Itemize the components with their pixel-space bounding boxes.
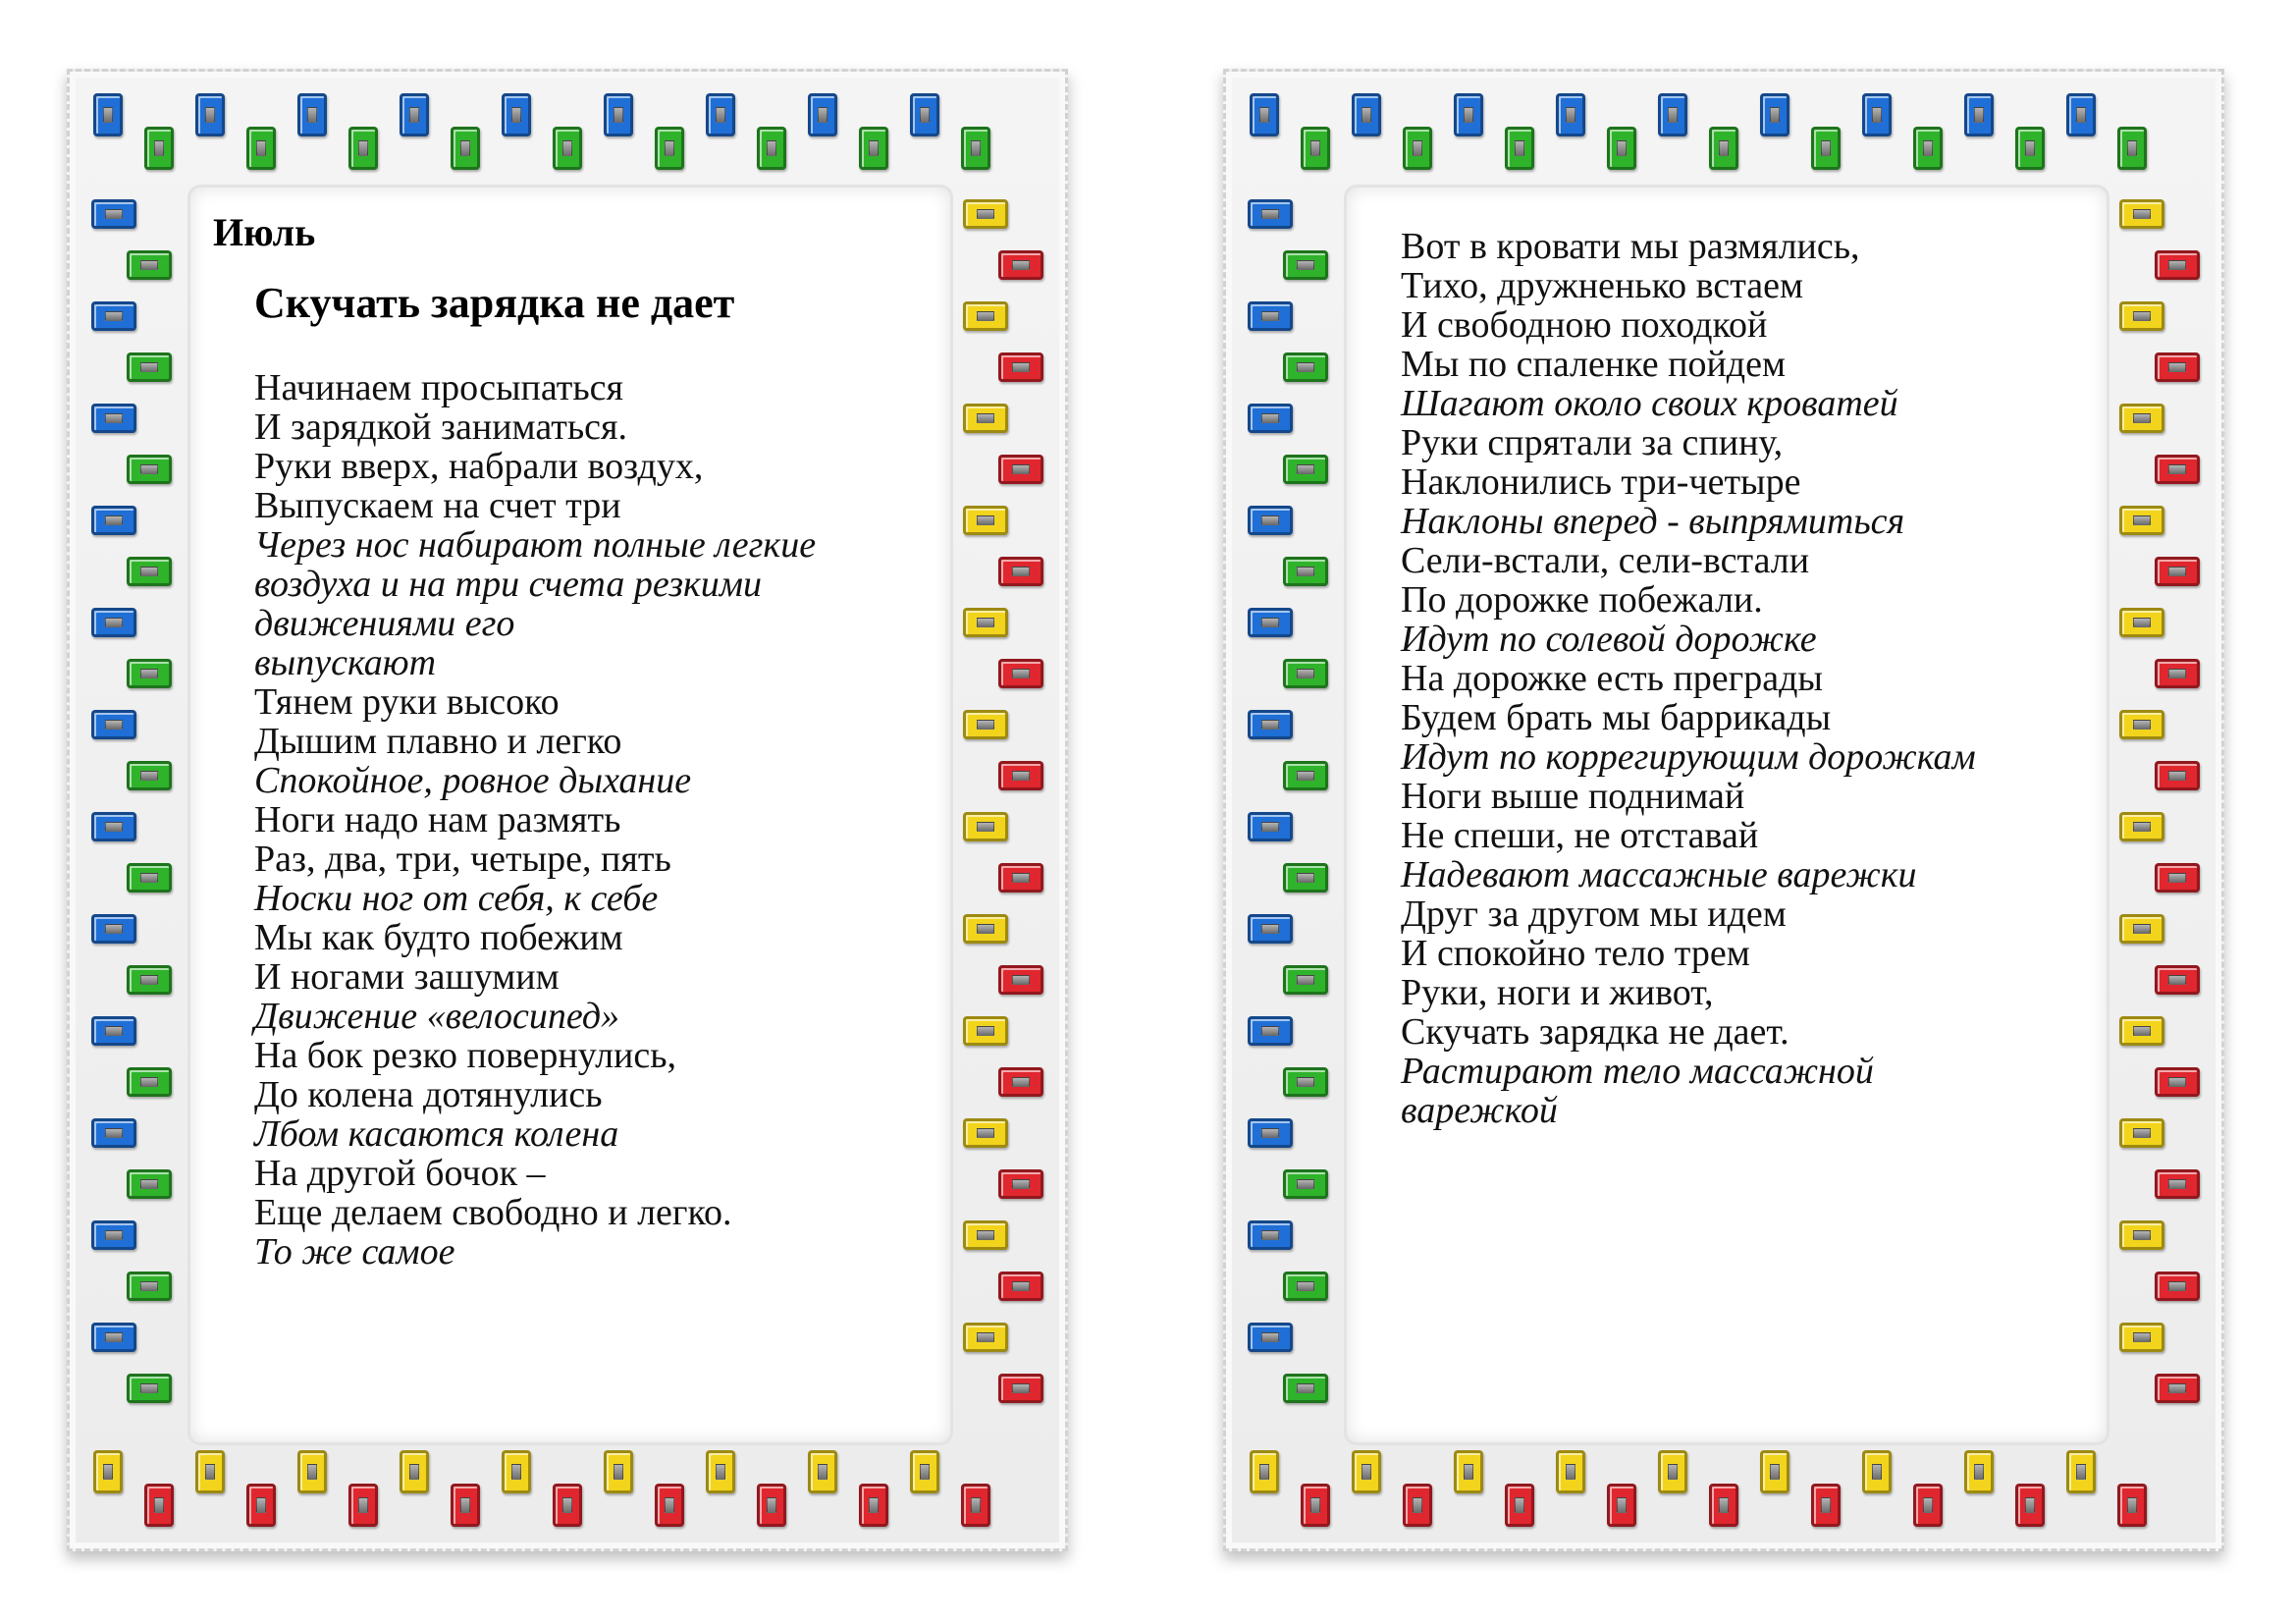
border-tile	[91, 1220, 136, 1250]
border-tile	[1505, 1484, 1534, 1527]
left-card	[67, 69, 1068, 1551]
border-tile	[2119, 608, 2164, 637]
border-tile	[2119, 506, 2164, 535]
border-tile	[963, 506, 1008, 535]
border-tile	[2119, 1016, 2164, 1046]
border-tile	[2155, 1169, 2200, 1199]
border-tile	[1248, 812, 1293, 841]
poem-line: Наклонились три-четыре	[1401, 461, 1801, 503]
border-tile	[400, 1450, 429, 1493]
poem-line: Ноги выше поднимай	[1401, 776, 1745, 817]
border-tile	[1283, 1169, 1328, 1199]
border-tile	[1283, 1374, 1328, 1403]
border-tile	[998, 557, 1043, 586]
border-tile	[1607, 127, 1636, 170]
border-tile	[1352, 1450, 1381, 1493]
border-tile	[2015, 1484, 2045, 1527]
border-tile	[91, 199, 136, 229]
poem-line: Растирают тело массажной	[1401, 1051, 1874, 1092]
border-tile	[348, 1484, 378, 1527]
border-tile	[1248, 710, 1293, 739]
right-card	[1223, 69, 2224, 1551]
border-tile	[1283, 965, 1328, 995]
border-tile	[2155, 455, 2200, 484]
border-tile	[91, 608, 136, 637]
border-tile	[144, 1484, 174, 1527]
poem-line: Шагают около своих кроватей	[1401, 383, 1898, 424]
poem-text-left	[254, 368, 816, 1272]
border-tile	[2119, 199, 2164, 229]
border-tile	[963, 301, 1008, 331]
poem-line: Спокойное, ровное дыхание	[254, 760, 692, 801]
border-tile	[91, 404, 136, 433]
border-tile	[1658, 93, 1687, 136]
border-tile	[1248, 199, 1293, 229]
border-tile	[127, 352, 172, 382]
border-tile	[808, 1450, 837, 1493]
border-tile	[127, 1169, 172, 1199]
poem-line: Идут по коррегирующим дорожкам	[1401, 736, 1976, 778]
poem-line: варежкой	[1401, 1090, 1558, 1131]
poem-line: На дорожке есть преграды	[1401, 658, 1823, 699]
border-tile	[998, 352, 1043, 382]
border-tile	[757, 127, 786, 170]
border-tile	[2119, 404, 2164, 433]
poem-line: Руки, ноги и живот,	[1401, 972, 1714, 1013]
month-label: Июль	[213, 210, 316, 254]
border-tile	[2155, 761, 2200, 790]
poem-line: На другой бочок –	[254, 1153, 546, 1194]
poem-line: Руки спрятали за спину,	[1401, 422, 1784, 463]
border-tile	[2117, 1484, 2147, 1527]
border-tile	[93, 1450, 123, 1493]
border-tile	[1658, 1450, 1687, 1493]
border-tile	[1248, 1118, 1293, 1148]
border-tile	[998, 863, 1043, 893]
border-tile	[91, 812, 136, 841]
border-tile	[1283, 250, 1328, 280]
border-tile	[1248, 301, 1293, 331]
border-tile	[1248, 1016, 1293, 1046]
border-tile	[502, 1450, 531, 1493]
border-tile	[2117, 127, 2147, 170]
border-tile	[127, 557, 172, 586]
poem-line: Выпускаем на счет три	[254, 485, 621, 526]
border-tile	[998, 1067, 1043, 1097]
border-tile	[1301, 1484, 1330, 1527]
border-tile	[2119, 1323, 2164, 1352]
border-tile	[348, 127, 378, 170]
border-tile	[451, 1484, 480, 1527]
border-tile	[1283, 557, 1328, 586]
border-tile	[2119, 1220, 2164, 1250]
poem-line: Начинаем просыпаться	[254, 367, 624, 408]
border-tile	[1505, 127, 1534, 170]
poem-line: И ногами зашумим	[254, 956, 560, 998]
border-tile	[297, 1450, 327, 1493]
border-tile	[1248, 404, 1293, 433]
border-tile	[1283, 863, 1328, 893]
border-tile	[604, 1450, 633, 1493]
border-tile	[127, 455, 172, 484]
border-tile	[998, 659, 1043, 688]
border-tile	[2119, 914, 2164, 944]
border-tile	[553, 127, 582, 170]
border-tile	[1352, 93, 1381, 136]
poem-title: Скучать зарядка не дает	[254, 279, 735, 327]
border-tile	[961, 1484, 990, 1527]
border-tile	[2155, 659, 2200, 688]
border-tile	[127, 250, 172, 280]
border-tile	[144, 127, 174, 170]
poem-line: Будем брать мы баррикады	[1401, 697, 1832, 738]
border-tile	[963, 812, 1008, 841]
border-tile	[859, 127, 888, 170]
border-tile	[1248, 608, 1293, 637]
border-tile	[246, 1484, 276, 1527]
border-tile	[1811, 1484, 1841, 1527]
border-tile	[1301, 127, 1330, 170]
border-tile	[2155, 965, 2200, 995]
border-tile	[963, 914, 1008, 944]
border-tile	[963, 1016, 1008, 1046]
border-tile	[963, 608, 1008, 637]
border-tile	[910, 93, 939, 136]
border-tile	[1248, 914, 1293, 944]
border-tile	[553, 1484, 582, 1527]
poem-line: До колена дотянулись	[254, 1074, 603, 1115]
border-tile	[1760, 93, 1789, 136]
border-tile	[963, 199, 1008, 229]
poem-line: Лбом касаются колена	[254, 1113, 619, 1155]
poem-line: Не спеши, не отставай	[1401, 815, 1759, 856]
border-tile	[502, 93, 531, 136]
border-tile	[655, 1484, 684, 1527]
poem-line: Дышим плавно и легко	[254, 721, 622, 762]
border-tile	[1403, 127, 1432, 170]
poem-line: Идут по солевой дорожке	[1401, 619, 1817, 660]
border-tile	[1709, 127, 1738, 170]
border-tile	[127, 761, 172, 790]
border-tile	[2155, 352, 2200, 382]
poem-line: Руки вверх, набрали воздух,	[254, 446, 704, 487]
border-tile	[655, 127, 684, 170]
border-tile	[1454, 93, 1483, 136]
border-tile	[1403, 1484, 1432, 1527]
poem-line: На бок резко повернулись,	[254, 1035, 677, 1076]
poem-line: Скучать зарядка не дает.	[1401, 1011, 1789, 1053]
poem-line: Движение «велосипед»	[254, 996, 620, 1037]
border-tile	[1283, 1067, 1328, 1097]
border-tile	[998, 250, 1043, 280]
border-tile	[127, 863, 172, 893]
border-tile	[963, 710, 1008, 739]
border-tile	[1964, 93, 1994, 136]
border-tile	[400, 93, 429, 136]
border-tile	[1283, 1272, 1328, 1301]
poem-line: Через нос набирают полные легкие	[254, 524, 817, 566]
border-tile	[91, 1323, 136, 1352]
border-tile	[2155, 1272, 2200, 1301]
border-tile	[127, 659, 172, 688]
border-tile	[2119, 301, 2164, 331]
poem-line: Тихо, дружненько встаем	[1401, 265, 1804, 306]
border-tile	[451, 127, 480, 170]
border-tile	[1283, 659, 1328, 688]
border-tile	[91, 301, 136, 331]
border-tile	[127, 1374, 172, 1403]
border-tile	[963, 1220, 1008, 1250]
poem-line: Наклоны вперед - выпрямиться	[1401, 501, 1905, 542]
poem-line: Мы как будто побежим	[254, 917, 623, 958]
poem-line: Вот в кровати мы размялись,	[1401, 226, 1860, 267]
border-tile	[195, 93, 225, 136]
border-tile	[1250, 1450, 1279, 1493]
poem-line: Раз, два, три, четыре, пять	[254, 839, 671, 880]
border-tile	[757, 1484, 786, 1527]
border-tile	[1250, 93, 1279, 136]
border-tile	[246, 127, 276, 170]
border-tile	[1811, 127, 1841, 170]
border-tile	[2119, 812, 2164, 841]
border-tile	[604, 93, 633, 136]
border-tile	[1913, 127, 1943, 170]
border-tile	[998, 1374, 1043, 1403]
border-tile	[91, 914, 136, 944]
border-tile	[1283, 455, 1328, 484]
border-tile	[127, 1272, 172, 1301]
border-tile	[2119, 710, 2164, 739]
border-tile	[1454, 1450, 1483, 1493]
poem-line: Друг за другом мы идем	[1401, 893, 1787, 935]
border-tile	[1248, 1323, 1293, 1352]
poem-line: И зарядкой заниматься.	[254, 406, 627, 448]
border-tile	[998, 455, 1043, 484]
poem-line: воздуха и на три счета резкими	[254, 564, 763, 605]
border-tile	[859, 1484, 888, 1527]
border-tile	[998, 1169, 1043, 1199]
border-tile	[1248, 1220, 1293, 1250]
border-tile	[2066, 1450, 2096, 1493]
border-tile	[1248, 506, 1293, 535]
border-tile	[2119, 1118, 2164, 1148]
border-tile	[961, 127, 990, 170]
border-tile	[91, 506, 136, 535]
poem-line: И свободною походкой	[1401, 304, 1768, 346]
border-tile	[2155, 250, 2200, 280]
border-tile	[963, 1323, 1008, 1352]
border-tile	[1283, 761, 1328, 790]
border-tile	[2155, 557, 2200, 586]
poem-line: То же самое	[254, 1231, 455, 1272]
border-tile	[2155, 1374, 2200, 1403]
poem-line: выпускают	[254, 642, 437, 683]
border-tile	[998, 965, 1043, 995]
poem-line: Ноги надо нам размять	[254, 799, 621, 840]
border-tile	[910, 1450, 939, 1493]
border-tile	[1709, 1484, 1738, 1527]
border-tile	[93, 93, 123, 136]
border-tile	[808, 93, 837, 136]
border-tile	[2155, 863, 2200, 893]
border-tile	[1283, 352, 1328, 382]
border-tile	[963, 1118, 1008, 1148]
poem-line: движениями его	[254, 603, 515, 644]
poem-line: По дорожке побежали.	[1401, 579, 1763, 621]
border-tile	[91, 710, 136, 739]
border-tile	[1862, 93, 1892, 136]
poem-line: Надевают массажные варежки	[1401, 854, 1917, 895]
border-tile	[127, 965, 172, 995]
border-tile	[1964, 1450, 1994, 1493]
border-tile	[91, 1118, 136, 1148]
poem-line: Тянем руки высоко	[254, 681, 560, 723]
border-tile	[2155, 1067, 2200, 1097]
border-tile	[1760, 1450, 1789, 1493]
border-tile	[2066, 93, 2096, 136]
border-tile	[998, 761, 1043, 790]
border-tile	[998, 1272, 1043, 1301]
poem-text-right	[1401, 227, 1976, 1130]
border-tile	[706, 1450, 735, 1493]
poem-line: Мы по спаленке пойдем	[1401, 344, 1787, 385]
border-tile	[1913, 1484, 1943, 1527]
border-tile	[195, 1450, 225, 1493]
border-tile	[1556, 1450, 1585, 1493]
border-tile	[1607, 1484, 1636, 1527]
border-tile	[706, 93, 735, 136]
border-tile	[1556, 93, 1585, 136]
border-tile	[963, 404, 1008, 433]
poem-line: Сели-встали, сели-встали	[1401, 540, 1810, 581]
border-tile	[297, 93, 327, 136]
poem-line: И спокойно тело трем	[1401, 933, 1750, 974]
border-tile	[2015, 127, 2045, 170]
border-tile	[1862, 1450, 1892, 1493]
border-tile	[127, 1067, 172, 1097]
poem-line: Еще делаем свободно и легко.	[254, 1192, 732, 1233]
border-tile	[91, 1016, 136, 1046]
poem-line: Носки ног от себя, к себе	[254, 878, 659, 919]
